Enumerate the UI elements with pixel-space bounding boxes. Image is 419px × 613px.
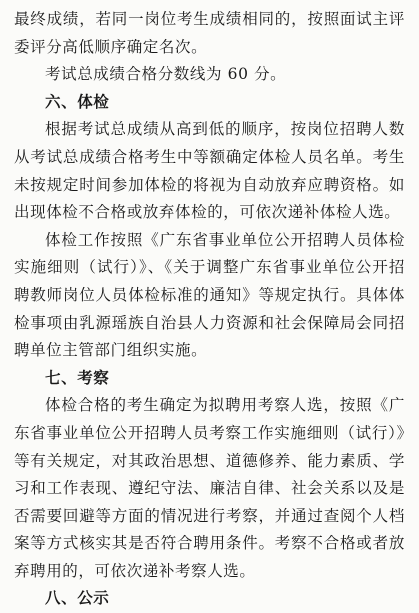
- section-heading-physical-exam: 六、体检: [45, 92, 110, 111]
- paragraph-inspection-1: 体检合格的考生确定为拟聘用考察人选，按照《广东省事业单位公开招聘人员考察工作实施细则（试行）》等有关规定，对其政治思想、道德修养、能力素质、学习和工作表现、遵纪守法、廉洁自律、社会关系以及是否需要回避等方面的情况进行考察，并通过查阅个人档案等方式核实其是否符合聘用条件。考察不合格或者放弃聘用的，可依次递补考察人选。: [14, 396, 405, 580]
- paragraph-physical-exam-1: 根据考试总成绩从高到低的顺序，按岗位招聘人数从考试总成绩合格考生中等额确定体检人员名单。考生未按规定时间参加体检的将视为自动放弃应聘资格。如出现体检不合格或放弃体检的，可依次递补体检人选。: [14, 120, 405, 222]
- section-heading-inspection: 七、考察: [45, 368, 110, 387]
- paragraph-physical-exam-2: 体检工作按照《广东省事业单位公开招聘人员体检实施细则（试行）》、《关于调整广东省事业单位公开招聘教师岗位人员体检标准的通知》等规定执行。具体体检事项由乳源瑶族自治县人力资源和社会保障局会同招聘单位主管部门组织实施。: [14, 230, 405, 360]
- paragraph-continuation: 最终成绩，若同一岗位考生成绩相同的，按照面试主评委评分高低顺序确定名次。: [14, 10, 405, 56]
- section-heading-publicity: 八、公示: [45, 589, 110, 608]
- paragraph-passing-score: 考试总成绩合格分数线为 60 分。: [45, 65, 287, 84]
